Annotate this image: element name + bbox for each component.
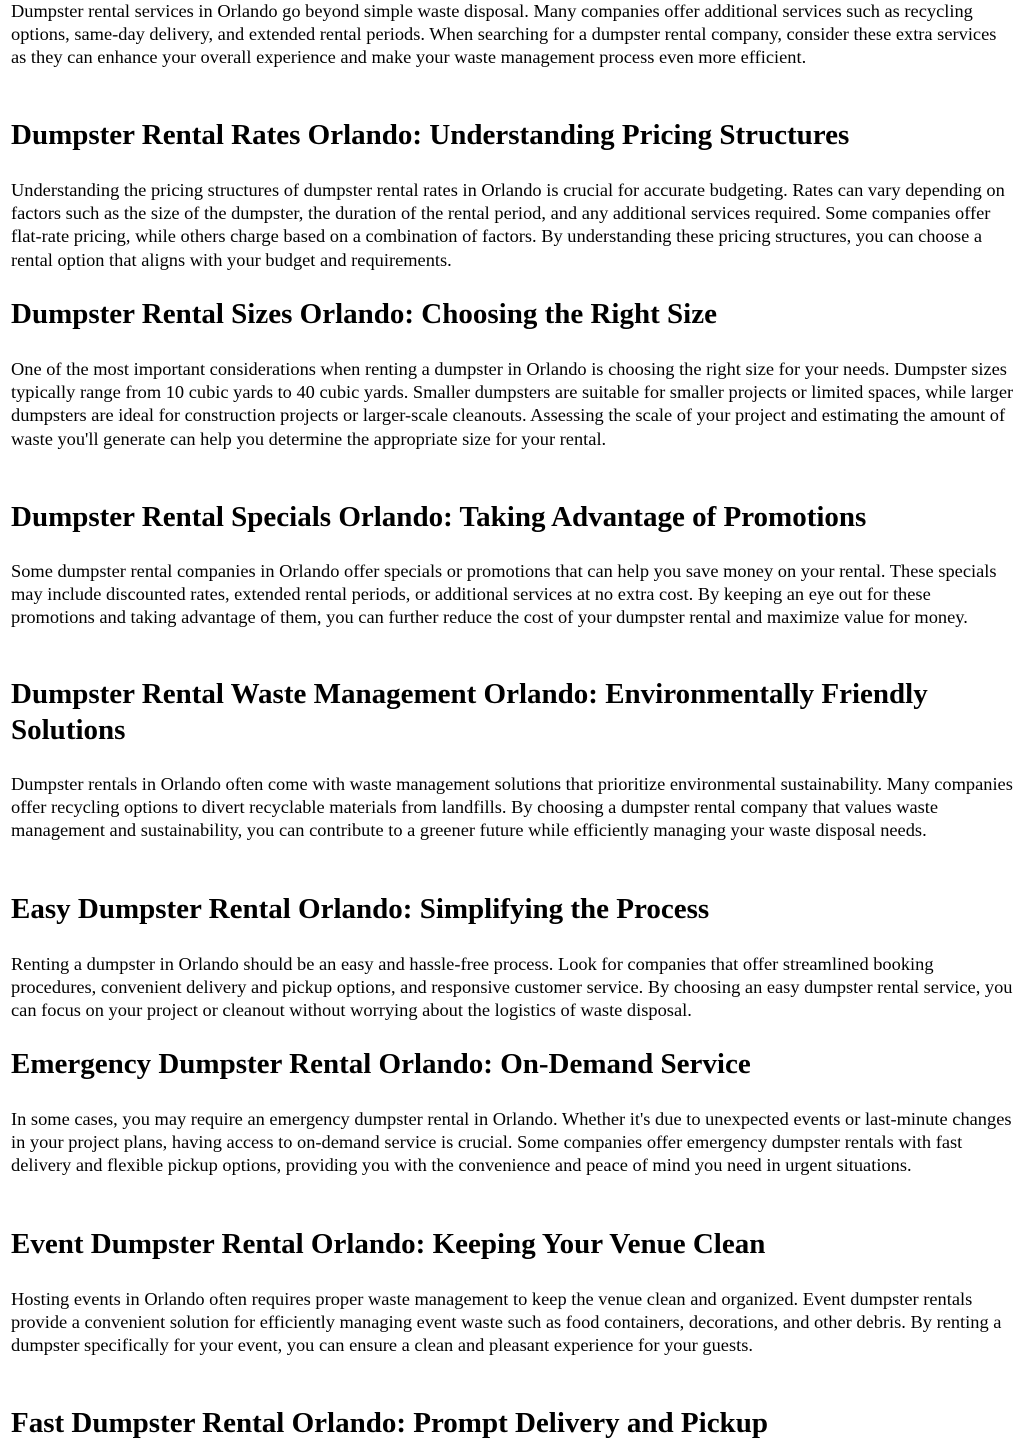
intro-paragraph: Dumpster rental services in Orlando go beyond simple waste disposal. Many companies offer additional services such as recycling options, same-day delivery, and extended rental periods. When searching for a dumpster rental company, consider these extra services as they can enhance your overall experience and make your waste management process even more efficient. [11, 1, 997, 68]
section-heading-fast: Fast Dumpster Rental Orlando: Prompt Delivery and Pickup [11, 1407, 768, 1439]
section-body-waste-management: Dumpster rentals in Orlando often come with waste management solutions that prioritize environmental sustainability. Many companies offer recycling options to divert recyclable materials from landfills. By choosing a dumpster rental company that values waste management and sustainability, you can contribute to a greener future while efficiently managing your waste disposal needs. [11, 774, 1013, 841]
section-body-emergency: In some cases, you may require an emergency dumpster rental in Orlando. Whether it's due to unexpected events or last-minute changes in your project plans, having access to on-demand service is crucial. Some companies offer emergency dumpster rentals with fast delivery and flexible pickup options, providing you with the convenience and peace of mind you need in urgent situations. [11, 1109, 1012, 1176]
section-body-sizes: One of the most important considerations when renting a dumpster in Orlando is choosing the right size for your needs. Dumpster sizes typically range from 10 cubic yards to 40 cubic yards. Smaller dumpsters are suitable for smaller projects or limited spaces, while larger dumpsters are ideal for construction projects or larger-scale cleanouts. Assessing the scale of your project and estimating the amount of waste you'll generate can help you determine the appropriate size for your rental. [11, 359, 1014, 449]
section-body-rates: Understanding the pricing structures of dumpster rental rates in Orlando is crucial for accurate budgeting. Rates can vary depending on factors such as the size of the dumpster, the duration of the rental period, and any additional services required. Some companies offer flat-rate pricing, while others charge based on a combination of factors. By understanding these pricing structures, you can choose a rental option that aligns with your budget and requirements. [11, 180, 1005, 270]
section-heading-event: Event Dumpster Rental Orlando: Keeping Your Venue Clean [11, 1228, 766, 1260]
section-body-event: Hosting events in Orlando often requires proper waste management to keep the venue clean and organized. Event dumpster rentals provide a convenient solution for efficiently managing event waste such as food containers, decorations, and other debris. By renting a dumpster specifically for your event, you can ensure a clean and pleasant experience for your guests. [11, 1289, 1002, 1356]
section-heading-rates: Dumpster Rental Rates Orlando: Understanding Pricing Structures [11, 119, 850, 151]
section-body-specials: Some dumpster rental companies in Orlando offer specials or promotions that can help you save money on your rental. These specials may include discounted rates, extended rental periods, or additional services at no extra cost. By keeping an eye out for these promotions and taking advantage of them, you can further reduce the cost of your dumpster rental and maximize value for money. [11, 561, 997, 628]
section-heading-sizes: Dumpster Rental Sizes Orlando: Choosing the Right Size [11, 298, 717, 330]
section-heading-waste-management: Dumpster Rental Waste Management Orlando: Environmentally Friendly Solutions [11, 678, 928, 746]
section-heading-easy: Easy Dumpster Rental Orlando: Simplifying the Process [11, 893, 710, 925]
section-heading-emergency: Emergency Dumpster Rental Orlando: On-Demand Service [11, 1048, 751, 1080]
section-heading-specials: Dumpster Rental Specials Orlando: Taking Advantage of Promotions [11, 501, 867, 533]
section-body-easy: Renting a dumpster in Orlando should be an easy and hassle-free process. Look for companies that offer streamlined booking procedures, convenient delivery and pickup options, and responsive customer service. By choosing an easy dumpster rental service, you can focus on your project or cleanout without worrying about the logistics of waste disposal. [11, 954, 1013, 1021]
